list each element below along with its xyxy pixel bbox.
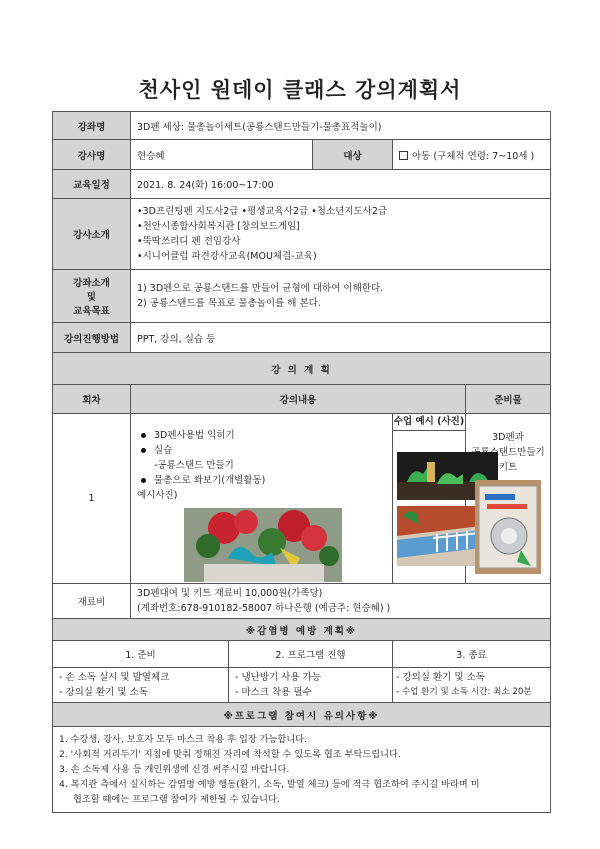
prevention-header-row xyxy=(53,641,551,668)
prep-phase-header: 1. 준비 xyxy=(53,641,229,668)
lecture-plan-table xyxy=(52,111,551,813)
end-phase-items xyxy=(393,668,551,703)
target-label: 대상 xyxy=(313,140,393,170)
bio-label: 강사소개 xyxy=(53,199,131,270)
content-cell xyxy=(131,414,393,584)
prep-text xyxy=(466,430,550,475)
bio-line: •뚝딱쓰리디 펜 전임강사 xyxy=(137,236,241,247)
goal-line: 2) 공룡스탠드를 목표로 물총놀이를 해 본다. xyxy=(137,298,321,309)
end-phase-header: 3. 종료 xyxy=(393,641,551,668)
goals-label-line: 및 xyxy=(86,292,97,303)
method-label: 강의진행방법 xyxy=(53,323,131,353)
program-phase-items xyxy=(229,668,393,703)
plan-band: 강 의 계 획 xyxy=(53,353,551,385)
prevention-items-row xyxy=(53,668,551,703)
prevention-item: - 강의실 환기 및 소독 xyxy=(396,672,485,683)
flower-pot-dinosaur-photo xyxy=(184,508,342,582)
target-value xyxy=(393,140,551,170)
notes-band: ※프로그램 참여시 유의사항※ xyxy=(53,703,551,727)
bio-line: •천안시종합사회복지관 [창의보드게임] xyxy=(137,221,300,232)
method-row xyxy=(53,323,551,353)
notes-band-row xyxy=(53,703,551,727)
content-item: 물총으로 쏴보기(개별활동) xyxy=(137,473,265,488)
materials-value xyxy=(131,584,551,619)
photo-title: 수업 예시 (사진) xyxy=(393,414,465,431)
checkbox-icon xyxy=(399,151,408,160)
prep-phase-items xyxy=(53,668,229,703)
program-phase-header: 2. 프로그램 진행 xyxy=(229,641,393,668)
materials-label: 재료비 xyxy=(53,584,131,619)
content-item: 3D펜사용법 익히기 xyxy=(137,428,265,443)
prevention-band-row xyxy=(53,619,551,641)
example-note: 예시사진) xyxy=(137,490,178,501)
goals-label-line: 강좌소개 xyxy=(73,278,110,289)
note-item: 3. 손 소독제 사용 등 개인위생에 신경 써주시길 바랍니다. xyxy=(59,764,290,775)
session-header: 회차 xyxy=(53,385,131,414)
bio-line: •시니어클럽 파견강사교육(MOU체결-교육) xyxy=(137,251,317,262)
pen-kit-photo xyxy=(475,480,541,574)
prep-line: 키트 xyxy=(498,462,518,473)
course-row xyxy=(53,112,551,140)
target-text: 아동 (구체적 연령: 7~10세 ) xyxy=(412,150,535,162)
session-number: 1 xyxy=(53,414,131,584)
goals-label-line: 교육목표 xyxy=(73,306,110,317)
course-value: 3D펜 세상: 물총놀이세트(공룡스탠드만들기-물총표적놀이) xyxy=(131,112,551,140)
goals-row xyxy=(53,270,551,323)
schedule-label: 교육일정 xyxy=(53,170,131,199)
prevention-band: ※감염병 예방 계획※ xyxy=(53,619,551,641)
notes-list xyxy=(53,727,551,813)
content-item: 실습 xyxy=(137,443,265,458)
materials-row xyxy=(53,584,551,619)
notes-row xyxy=(53,727,551,813)
method-value: PPT, 강의, 실습 등 xyxy=(131,323,551,353)
prep-line: 공룡스탠드만들기 xyxy=(471,447,545,458)
content-list xyxy=(137,428,265,503)
instructor-value: 현승혜 xyxy=(131,140,313,170)
bio-line: •3D프린팅펜 지도사2급 •평생교육사2급 •청소년지도사2급 xyxy=(137,206,388,217)
materials-line: (계좌번호:678-910182-58007 하나은행 (예금주: 현승혜) ) xyxy=(137,603,391,614)
materials-line: 3D펜대여 및 키트 재료비 10,000원(가족당) xyxy=(137,588,323,599)
photo-cell xyxy=(393,414,466,584)
bullet-icon xyxy=(141,433,146,438)
prep-header: 준비물 xyxy=(466,385,551,414)
course-label: 강좌명 xyxy=(53,112,131,140)
prevention-item: - 마스크 착용 필수 xyxy=(235,687,312,698)
instructor-label: 강사명 xyxy=(53,140,131,170)
plan-band-row xyxy=(53,353,551,385)
note-item: 2. '사회적 거리두기' 지침에 맞춰 정해진 자리에 착석할 수 있도록 협조 부탁드립니다. xyxy=(59,749,401,760)
prevention-item: - 냉난방기 사용 가능 xyxy=(235,672,321,683)
prevention-item: - 수업 환기 및 소독 시간: 최소 20분 xyxy=(396,687,532,697)
content-subitem: -공룡스탠드 만들기 xyxy=(154,460,234,471)
prep-line: 3D펜과 xyxy=(492,432,524,443)
plan-header-row xyxy=(53,385,551,414)
note-item: 1. 수강생, 강사, 보호자 모두 마스크 착용 후 입장 가능합니다. xyxy=(59,734,307,745)
bio-list xyxy=(131,199,551,270)
content-header: 강의내용 xyxy=(131,385,466,414)
bio-row xyxy=(53,199,551,270)
note-item: 4. 복지관 측에서 실시하는 감염병 예방 행동(환기, 소독, 발열 체크) 등에 적극 협조하여 주시길 바라며 미 xyxy=(59,779,480,790)
schedule-row xyxy=(53,170,551,199)
bullet-icon xyxy=(141,448,146,453)
note-item: 협조할 때에는 프로그램 참여가 제한될 수 있습니다. xyxy=(73,794,280,805)
instructor-row xyxy=(53,140,551,170)
prevention-item: - 강의실 환기 및 소독 xyxy=(59,687,148,698)
goals-list xyxy=(131,270,551,323)
document-title: 천사인 원데이 클래스 강의계획서 xyxy=(138,78,462,102)
prevention-item: - 손 소독 실시 및 발열체크 xyxy=(59,672,170,683)
prep-cell xyxy=(466,414,551,584)
bullet-icon xyxy=(141,478,146,483)
goal-line: 1) 3D펜으로 공룡스탠드를 만들어 균형에 대하여 이해한다. xyxy=(137,283,384,294)
plan-content-row xyxy=(53,414,551,584)
goals-label xyxy=(53,270,131,323)
schedule-value: 2021. 8. 24(화) 16:00~17:00 xyxy=(131,170,551,199)
